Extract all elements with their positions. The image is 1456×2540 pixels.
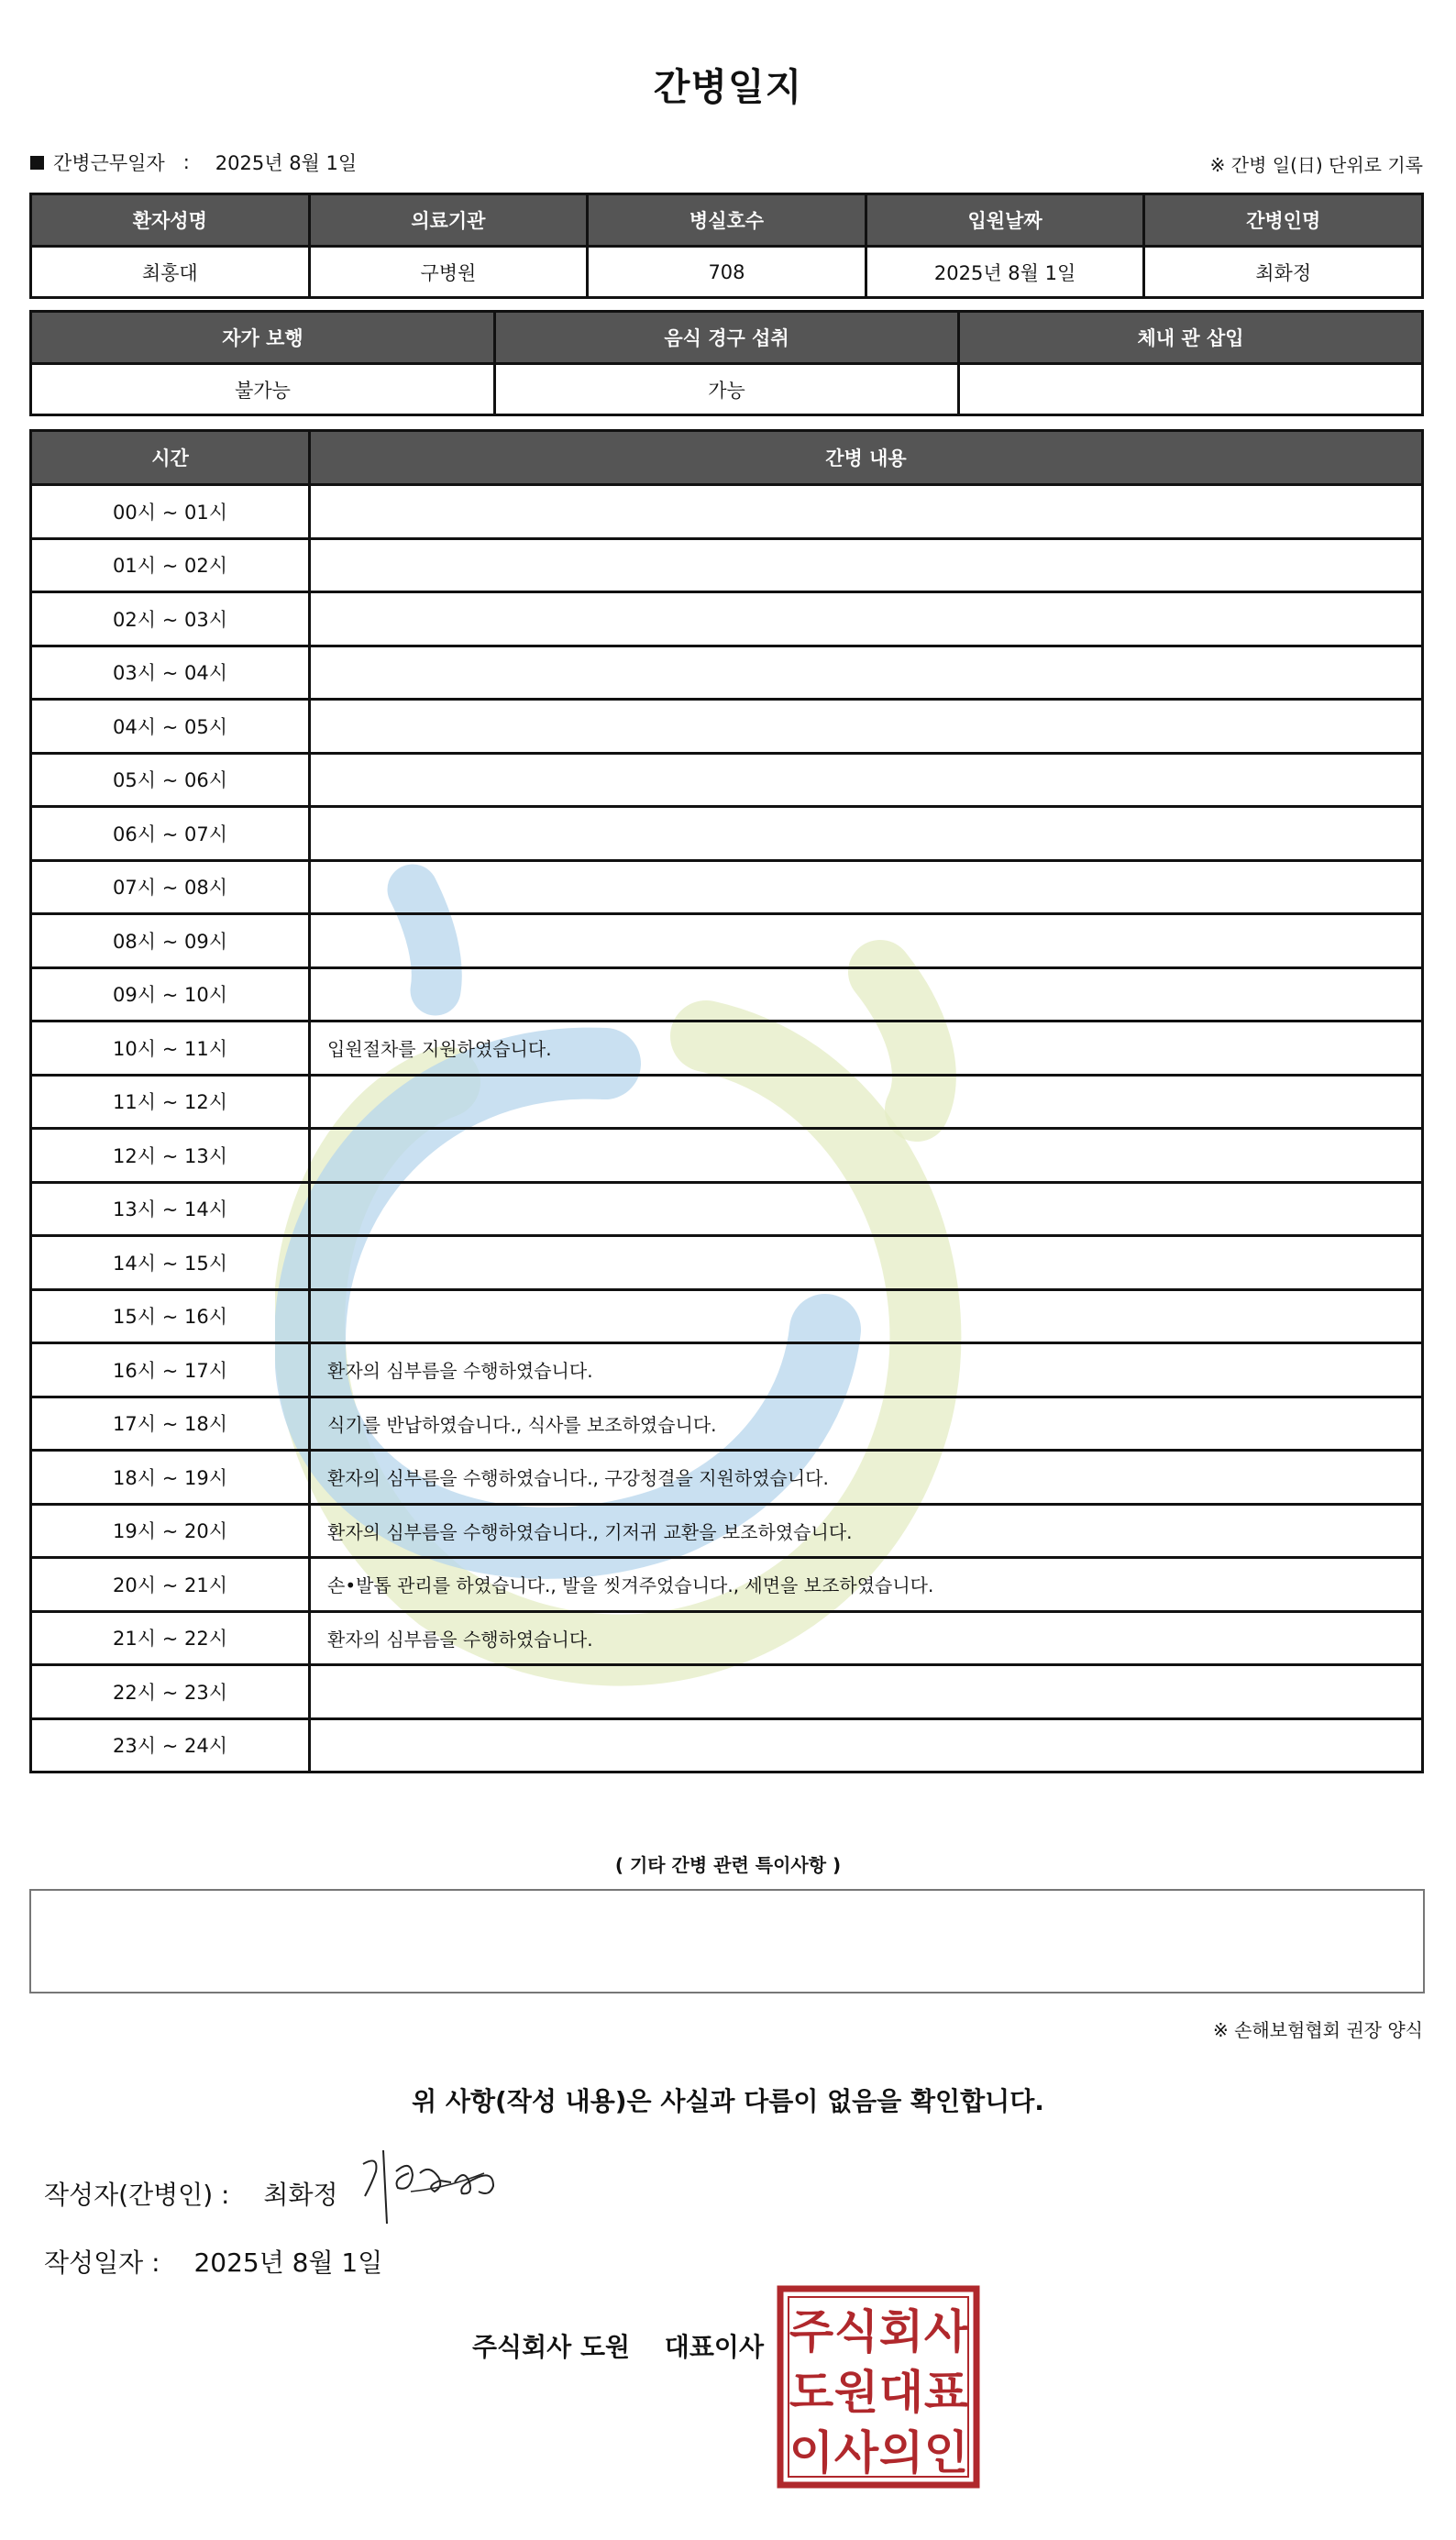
care-log-body	[31, 485, 1423, 1772]
seal-character: 표	[923, 2366, 969, 2419]
time-slot: 12시 ~ 13시	[31, 1129, 310, 1183]
care-content	[310, 538, 1423, 592]
care-content	[310, 1129, 1423, 1183]
time-slot: 02시 ~ 03시	[31, 592, 310, 646]
oral-intake-value: 가능	[495, 364, 959, 415]
care-content	[310, 485, 1423, 539]
room-number: 708	[588, 247, 866, 298]
care-content	[310, 700, 1423, 754]
admission-date: 2025년 8월 1일	[866, 247, 1144, 298]
table-row	[31, 1665, 1423, 1719]
seal-character: 회	[878, 2305, 924, 2358]
unit-note: ※ 간병 일(日) 단위로 기록	[1209, 154, 1423, 176]
self-walking-value: 불가능	[31, 364, 495, 415]
table-header-row	[31, 194, 1423, 247]
form-note: ※ 손해보험협회 권장 양식	[1212, 2019, 1423, 2041]
tube-insertion-value	[959, 364, 1423, 415]
care-content	[310, 1182, 1423, 1236]
table-row	[31, 1504, 1423, 1558]
care-content	[310, 967, 1423, 1022]
care-content	[310, 1289, 1423, 1343]
table-row	[31, 1451, 1423, 1505]
time-slot: 01시 ~ 02시	[31, 538, 310, 592]
table-row	[31, 1558, 1423, 1612]
table-row	[31, 700, 1423, 754]
table-row	[31, 1611, 1423, 1665]
table-row	[31, 1718, 1423, 1772]
time-slot: 14시 ~ 15시	[31, 1236, 310, 1290]
time-slot: 04시 ~ 05시	[31, 700, 310, 754]
patient-status-table	[29, 310, 1424, 416]
time-slot: 16시 ~ 17시	[31, 1343, 310, 1397]
written-date-row	[44, 2243, 382, 2280]
seal-character: 주	[789, 2305, 834, 2358]
table-row	[31, 753, 1423, 807]
table-row	[31, 1129, 1423, 1183]
time-slot: 08시 ~ 09시	[31, 914, 310, 968]
time-slot: 19시 ~ 20시	[31, 1504, 310, 1558]
care-content: 환자의 심부름을 수행하였습니다., 구강청결을 지원하였습니다.	[310, 1451, 1423, 1505]
confirmation-statement: 위 사항(작성 내용)은 사실과 다름이 없음을 확인합니다.	[412, 2086, 1044, 2116]
table-row	[31, 1075, 1423, 1129]
writer-name: 최화정	[263, 2180, 338, 2210]
writer-row	[44, 2175, 338, 2212]
table-row	[31, 364, 1423, 415]
time-slot: 20시 ~ 21시	[31, 1558, 310, 1612]
work-date-row	[30, 149, 357, 176]
header-room-number: 병실호수	[588, 194, 866, 247]
care-content	[310, 807, 1423, 861]
care-content: 환자의 심부름을 수행하였습니다.	[310, 1611, 1423, 1665]
seal-character: 원	[833, 2366, 879, 2419]
remarks-title: ( 기타 간병 관련 특이사항 )	[614, 1854, 842, 1876]
table-row	[31, 1236, 1423, 1290]
table-row	[31, 592, 1423, 646]
table-row	[31, 1397, 1423, 1451]
care-content	[310, 1718, 1423, 1772]
caregiver-name: 최화정	[1144, 247, 1423, 298]
time-slot: 09시 ~ 10시	[31, 967, 310, 1022]
company-representative-title: 대표이사	[664, 2332, 764, 2362]
table-row	[31, 646, 1423, 700]
header-tube-insertion: 체내 관 삽입	[959, 312, 1423, 364]
table-row	[31, 1022, 1423, 1076]
care-content: 손•발톱 관리를 하였습니다., 발을 씻겨주었습니다., 세면을 보조하였습니다.	[310, 1558, 1423, 1612]
company-row	[472, 2327, 764, 2364]
care-content	[310, 592, 1423, 646]
hospital: 구병원	[309, 247, 588, 298]
time-slot: 05시 ~ 06시	[31, 753, 310, 807]
time-slot: 15시 ~ 16시	[31, 1289, 310, 1343]
time-slot: 22시 ~ 23시	[31, 1665, 310, 1719]
care-content	[310, 1075, 1423, 1129]
header-patient-name: 환자성명	[31, 194, 310, 247]
care-content	[310, 914, 1423, 968]
bullet-square-icon	[30, 156, 44, 170]
written-date-label: 작성일자 :	[44, 2247, 160, 2278]
table-row	[31, 914, 1423, 968]
seal-character: 인	[923, 2426, 969, 2479]
header-admission-date: 입원날짜	[866, 194, 1144, 247]
company-seal-stamp	[777, 2285, 980, 2489]
time-slot: 17시 ~ 18시	[31, 1397, 310, 1451]
table-row	[31, 860, 1423, 914]
signature-image	[356, 2146, 521, 2228]
table-row	[31, 247, 1423, 298]
care-content	[310, 860, 1423, 914]
care-content	[310, 1665, 1423, 1719]
seal-character: 대	[878, 2366, 924, 2419]
table-row	[31, 967, 1423, 1022]
header-time: 시간	[31, 431, 310, 485]
company-name: 주식회사 도원	[472, 2332, 631, 2362]
time-slot: 23시 ~ 24시	[31, 1718, 310, 1772]
header-hospital: 의료기관	[309, 194, 588, 247]
writer-label: 작성자(간병인) :	[44, 2180, 230, 2210]
time-slot: 07시 ~ 08시	[31, 860, 310, 914]
care-content: 환자의 심부름을 수행하였습니다.	[310, 1343, 1423, 1397]
care-content	[310, 1236, 1423, 1290]
header-oral-intake: 음식 경구 섭취	[495, 312, 959, 364]
table-row	[31, 807, 1423, 861]
patient-info-table	[29, 193, 1424, 299]
work-date-label: 간병근무일자	[53, 152, 165, 174]
time-slot: 18시 ~ 19시	[31, 1451, 310, 1505]
care-content: 식기를 반납하였습니다., 식사를 보조하였습니다.	[310, 1397, 1423, 1451]
table-row	[31, 485, 1423, 539]
document-title: 간병일지	[653, 65, 803, 109]
seal-character: 도	[789, 2366, 834, 2419]
care-log-table	[29, 429, 1424, 1773]
time-slot: 13시 ~ 14시	[31, 1182, 310, 1236]
time-slot: 21시 ~ 22시	[31, 1611, 310, 1665]
header-caregiver-name: 간병인명	[1144, 194, 1423, 247]
header-self-walking: 자가 보행	[31, 312, 495, 364]
time-slot: 00시 ~ 01시	[31, 485, 310, 539]
care-content: 환자의 심부름을 수행하였습니다., 기저귀 교환을 보조하였습니다.	[310, 1504, 1423, 1558]
time-slot: 11시 ~ 12시	[31, 1075, 310, 1129]
time-slot: 10시 ~ 11시	[31, 1022, 310, 1076]
seal-character: 사	[923, 2305, 969, 2358]
header-care-content: 간병 내용	[310, 431, 1423, 485]
table-header-row	[31, 312, 1423, 364]
table-row	[31, 538, 1423, 592]
care-content	[310, 753, 1423, 807]
seal-character: 식	[833, 2305, 879, 2358]
seal-character: 의	[878, 2426, 924, 2479]
work-date-colon: :	[182, 151, 190, 173]
written-date-value: 2025년 8월 1일	[193, 2247, 383, 2278]
care-content: 입원절차를 지원하였습니다.	[310, 1022, 1423, 1076]
seal-character: 이	[789, 2426, 834, 2479]
table-header-row	[31, 431, 1423, 485]
time-slot: 03시 ~ 04시	[31, 646, 310, 700]
care-content	[310, 646, 1423, 700]
time-slot: 06시 ~ 07시	[31, 807, 310, 861]
remarks-box	[29, 1889, 1425, 1993]
table-row	[31, 1182, 1423, 1236]
work-date-value: 2025년 8월 1일	[215, 152, 358, 174]
seal-character: 사	[833, 2426, 879, 2479]
table-row	[31, 1289, 1423, 1343]
table-row	[31, 1343, 1423, 1397]
patient-name: 최홍대	[31, 247, 310, 298]
